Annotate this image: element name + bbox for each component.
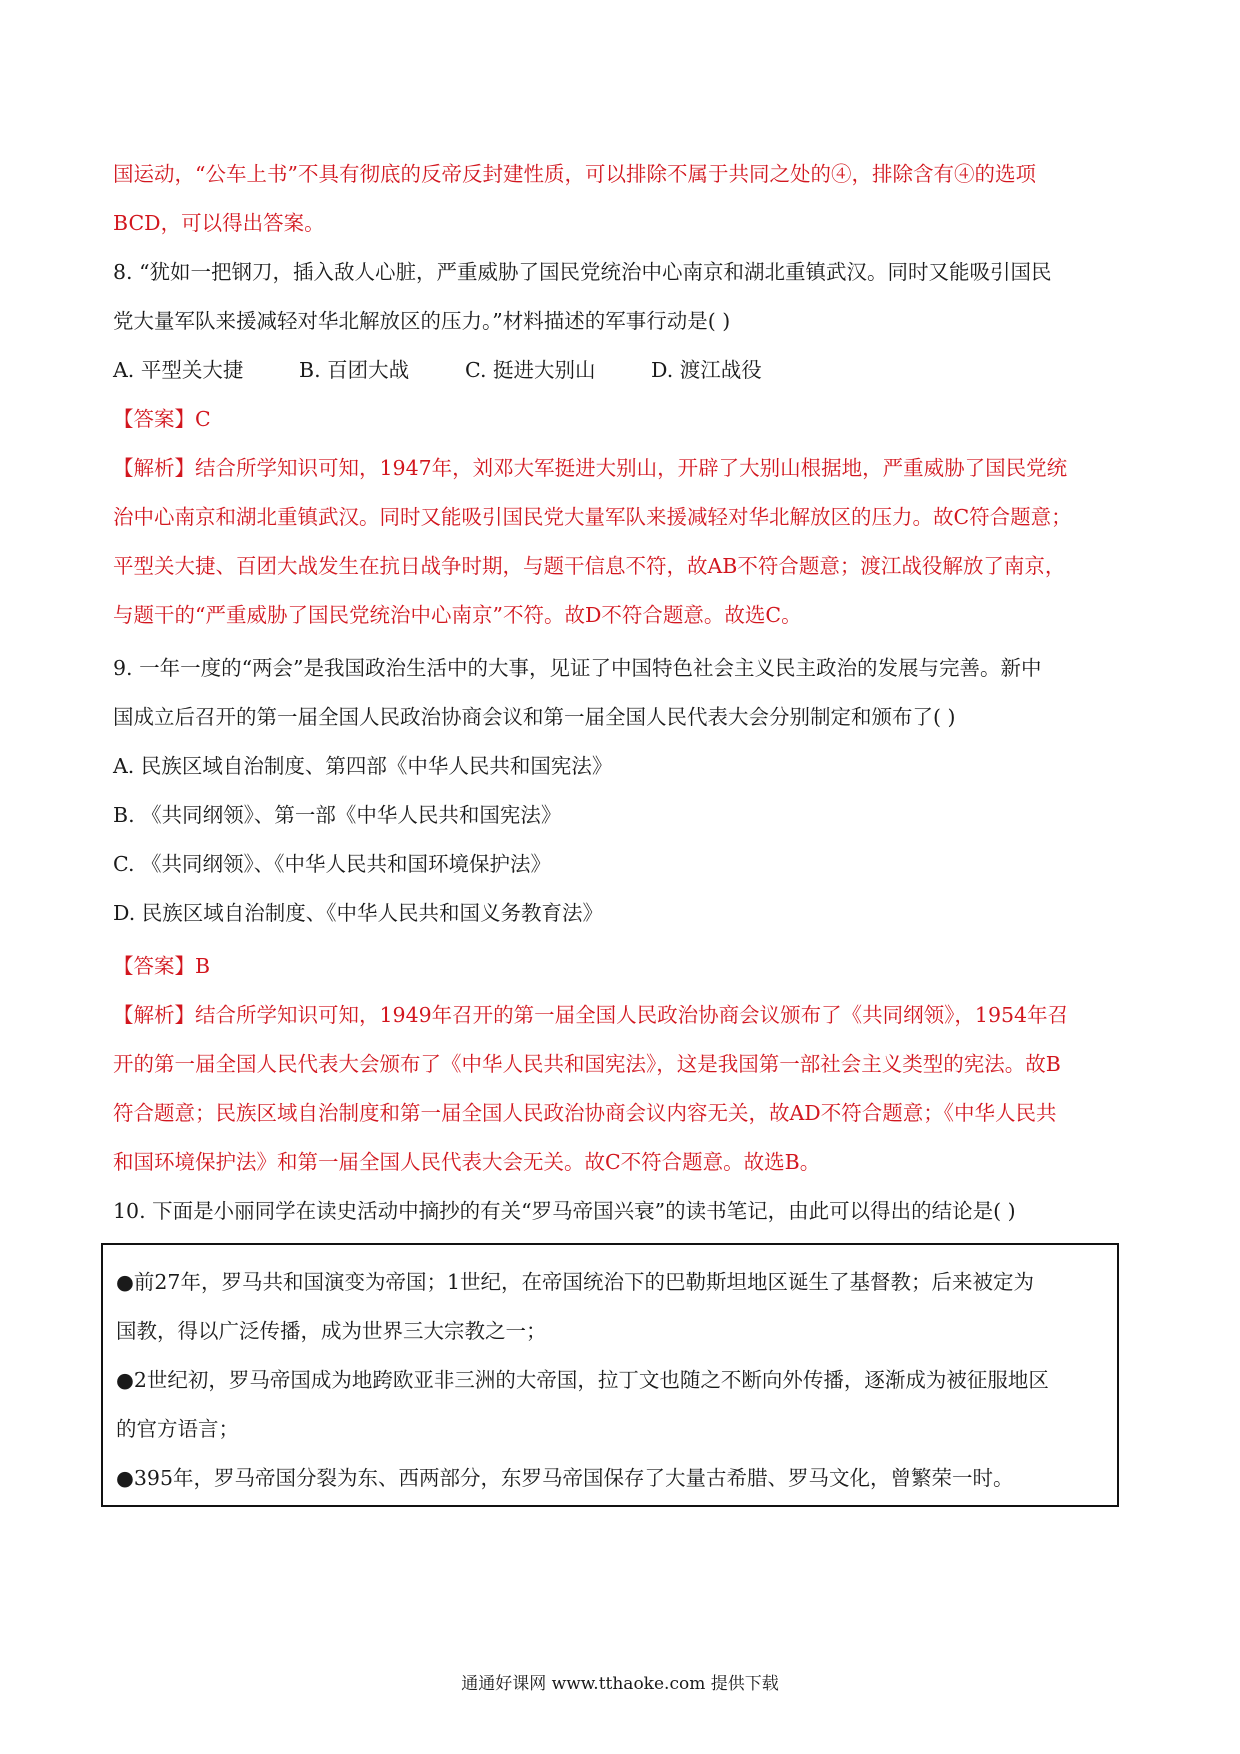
q9-stem-line-2: 国成立后召开的第一届全国人民政治协商会议和第一届全国人民代表大会分别制定和颁布了( ) <box>113 705 956 729</box>
q8-option-d: D. 渡江战役 <box>651 358 762 382</box>
q9-analysis-line-2: 开的第一届全国人民代表大会颁布了《中华人民共和国宪法》，这是我国第一部社会主义类型的宪法。故B <box>113 1052 1061 1076</box>
q9-option-a: A. 民族区域自治制度、第四部《中华人民共和国宪法》 <box>113 754 613 778</box>
note-line-5: ●395年，罗马帝国分裂为东、西两部分，东罗马帝国保存了大量古希腊、罗马文化，曾繁荣一时。 <box>116 1466 1014 1490</box>
q9-analysis-line-4: 和国环境保护法》和第一届全国人民代表大会无关。故C不符合题意。故选B。 <box>113 1150 821 1174</box>
note-line-2: 国教，得以广泛传播，成为世界三大宗教之一； <box>116 1319 547 1343</box>
q9-stem-line-1: 9. 一年一度的“两会”是我国政治生活中的大事，见证了中国特色社会主义民主政治的发展与完善。新中 <box>113 656 1042 680</box>
q8-stem-line-2: 党大量军队来援减轻对华北解放区的压力。”材料描述的军事行动是( ) <box>113 309 731 333</box>
q7-analysis-line-2: BCD，可以得出答案。 <box>113 211 325 235</box>
q9-option-d: D. 民族区域自治制度、《中华人民共和国义务教育法》 <box>113 901 603 925</box>
q8-option-b: B. 百团大战 <box>299 358 410 382</box>
note-line-4: 的官方语言； <box>116 1417 239 1441</box>
q9-analysis-line-1: 【解析】结合所学知识可知，1949年召开的第一届全国人民政治协商会议颁布了《共同纲领》，1954年召 <box>113 1003 1069 1027</box>
q8-analysis-line-4: 与题干的“严重威胁了国民党统治中心南京”不符。故D不符合题意。故选C。 <box>113 603 802 627</box>
note-line-3: ●2世纪初，罗马帝国成为地跨欧亚非三洲的大帝国，拉丁文也随之不断向外传播，逐渐成为被征服地区 <box>116 1368 1049 1392</box>
q8-option-a: A. 平型关大捷 <box>113 358 244 382</box>
q8-analysis-line-1: 【解析】结合所学知识可知，1947年，刘邓大军挺进大别山，开辟了大别山根据地，严重威胁了国民党统 <box>113 456 1068 480</box>
q9-answer: 【答案】B <box>113 954 211 978</box>
q8-option-c: C. 挺进大别山 <box>465 358 596 382</box>
q9-option-b: B. 《共同纲领》、第一部《中华人民共和国宪法》 <box>113 803 562 827</box>
q8-stem-line-1: 8. “犹如一把钢刀，插入敌人心脏，严重威胁了国民党统治中心南京和湖北重镇武汉。同时又能吸引国民 <box>113 260 1052 284</box>
q8-answer: 【答案】C <box>113 407 211 431</box>
q8-analysis-line-3: 平型关大捷、百团大战发生在抗日战争时期，与题干信息不符，故AB不符合题意；渡江战役解放了南京， <box>113 554 1066 578</box>
q10-stem: 10. 下面是小丽同学在读史活动中摘抄的有关“罗马帝国兴衰”的读书笔记，由此可以得出的结论是( ) <box>113 1199 1016 1223</box>
q9-analysis-line-3: 符合题意；民族区域自治制度和第一届全国人民政治协商会议内容无关，故AD不符合题意；《中华人民共 <box>113 1101 1057 1125</box>
page-footer: 通通好课网 www.tthaoke.com 提供下载 <box>461 1674 779 1694</box>
q7-analysis-line-1: 国运动，“公车上书”不具有彻底的反帝反封建性质，可以排除不属于共同之处的④，排除含有④的选项 <box>113 162 1036 186</box>
q9-option-c: C. 《共同纲领》、《中华人民共和国环境保护法》 <box>113 852 551 876</box>
q8-analysis-line-2: 治中心南京和湖北重镇武汉。同时又能吸引国民党大量军队来援减轻对华北解放区的压力。故C符合题意； <box>113 505 1072 529</box>
note-line-1: ●前27年，罗马共和国演变为帝国；1世纪，在帝国统治下的巴勒斯坦地区诞生了基督教；后来被定为 <box>116 1270 1035 1294</box>
